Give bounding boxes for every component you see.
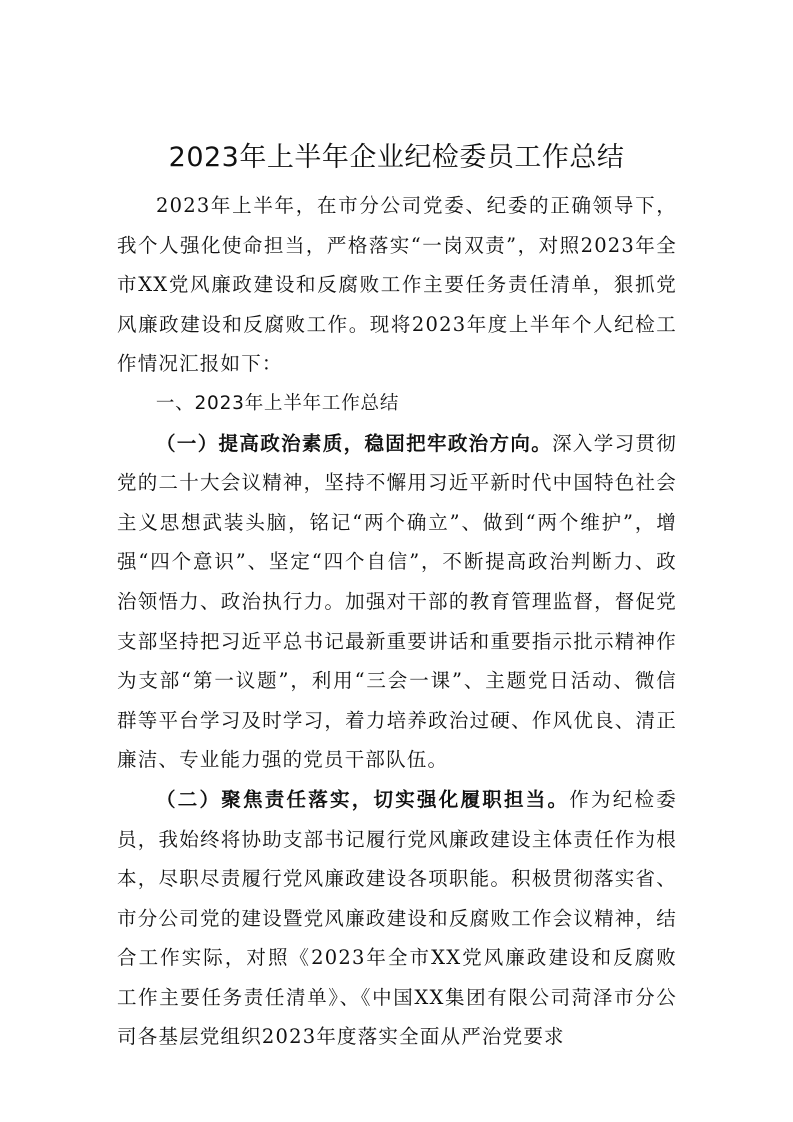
item-2-text: 作为纪检委员，我始终将协助支部书记履行党风廉政建设主体责任作为根本，尽职尽责履行党风廉政建设各项职能。积极贯彻落实省、市分公司党的建设暨党风廉政建设和反腐败工作会议精神，结合工作实际，对照《2023年全市XX党风廉政建设和反腐败工作主要任务责任清单》、《中国XX集团有限公司菏泽市分公司各基层党组织2023年度落实全面从严治党要求 (117, 787, 677, 1049)
section-heading: 一、2023年上半年工作总结 (155, 392, 400, 414)
item-1-text: 深入学习贯彻党的二十大会议精神，坚持不懈用习近平新时代中国特色社会主义思想武装头脑，铭记“两个确立”、做到“两个维护”，增强“四个意识”、坚定“四个自信”，不断提高政治判断力、政治领悟力、政治执行力。加强对干部的教育管理监督，督促党支部坚持把习近平总书记最新重要讲话和重要指示批示精神作为支部“第一议题”，利用“三会一课”、主题党日活动、微信群等平台学习及时学习，着力培养政治过硬、作风优良、清正廉洁、专业能力强的党员干部队伍。 (117, 431, 677, 772)
item-1-lead: （一）提高政治素质，稳固把牢政治方向。 (156, 431, 553, 455)
document-body (117, 186, 677, 1057)
item-2-lead: （二）聚焦责任落实，切实强化履职担当。 (156, 787, 570, 811)
item-paragraph-1 (117, 424, 677, 780)
document-title: 2023年上半年企业纪检委员工作总结 (168, 142, 625, 173)
intro-paragraph: 2023年上半年，在市分公司党委、纪委的正确领导下，我个人强化使命担当，严格落实“一岗双责”，对照2023年全市XX党风廉政建设和反腐败工作主要任务责任清单，狠抓党风廉政建设和反腐败工作。现将2023年度上半年个人纪检工作情况汇报如下： (117, 194, 677, 376)
item-paragraph-2 (117, 780, 677, 1057)
